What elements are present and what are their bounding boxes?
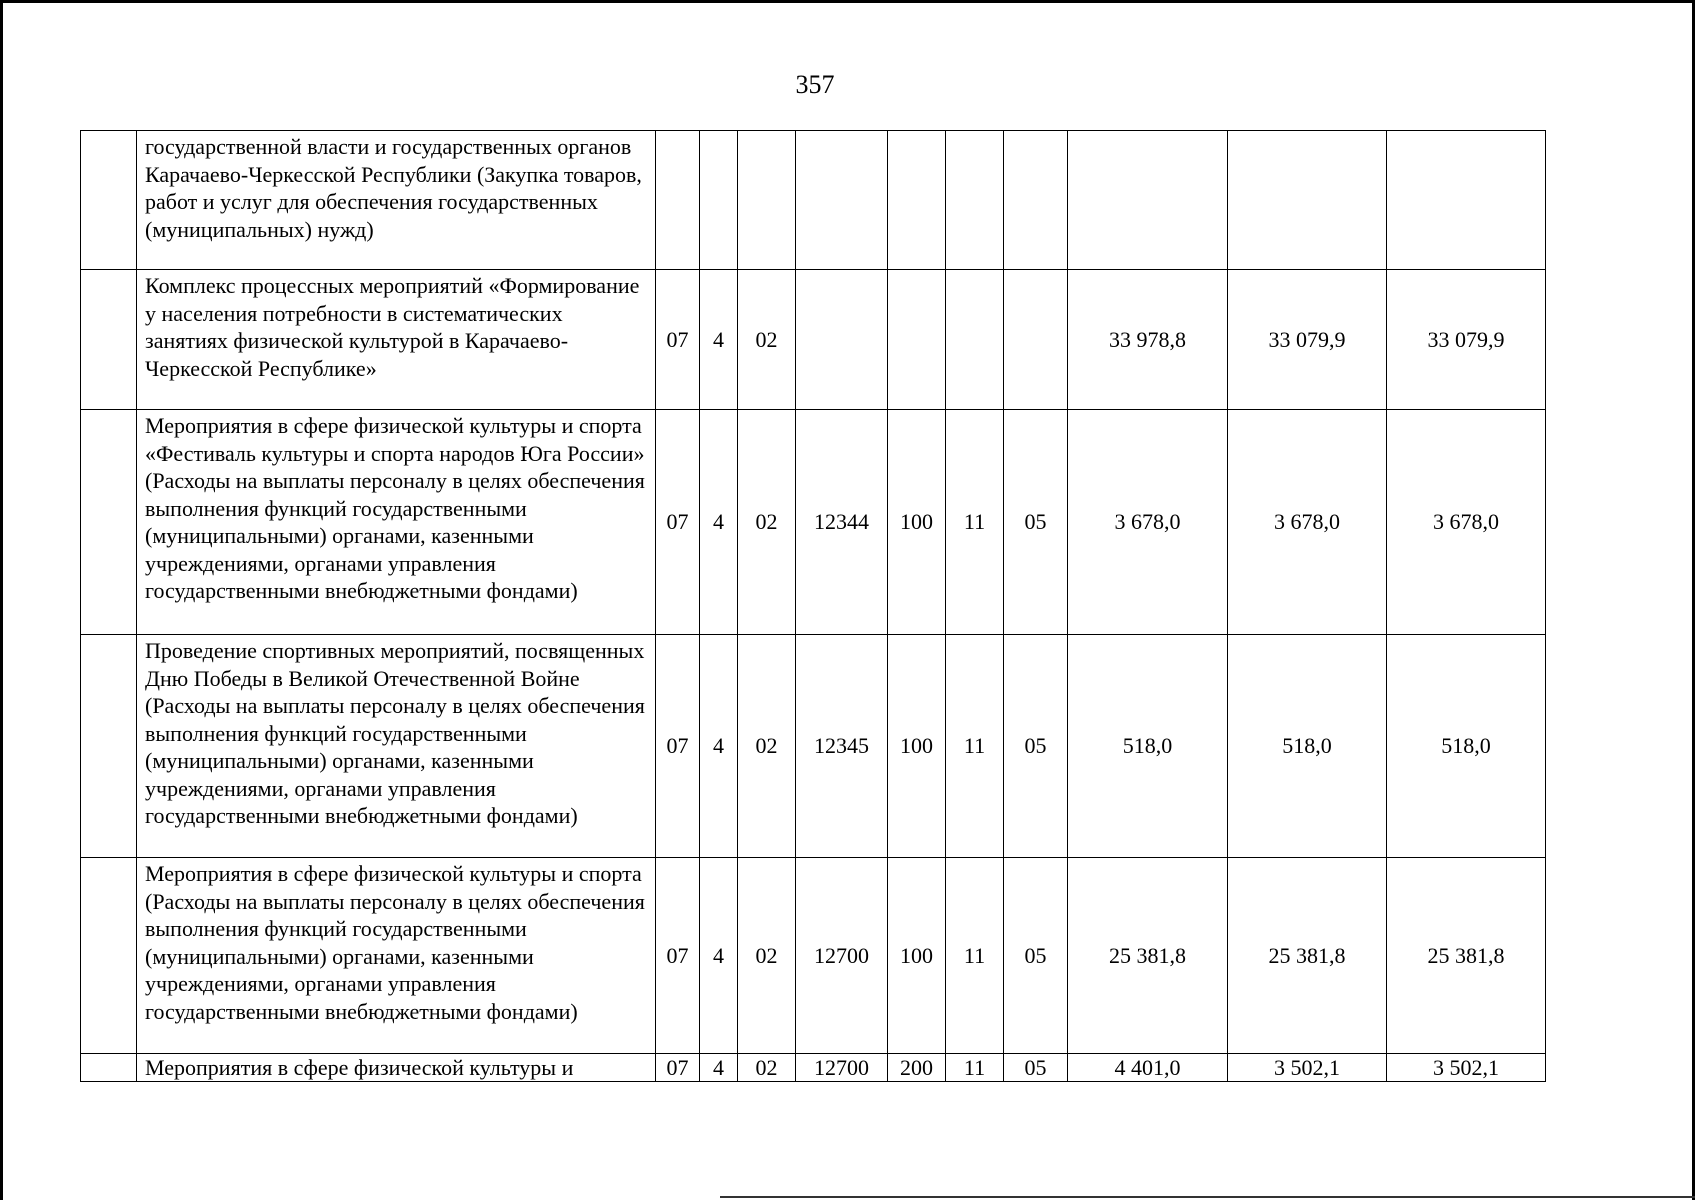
- description-cell: Мероприятия в сфере физической культуры и спорта (Расходы на выплаты персоналу в целях обеспечения выполнения функций государственными (муниципальными) органами, казенными учреждениями, органами управления государственными внебюджетными фондами): [137, 858, 656, 1054]
- section-code-cell: 07: [656, 410, 700, 635]
- amount-year-1-cell: 4 401,0: [1068, 1054, 1228, 1082]
- direction-code-cell: [796, 270, 888, 410]
- expense-type-cell: [888, 270, 946, 410]
- description-cell: Мероприятия в сфере физической культуры и: [137, 1054, 656, 1082]
- row-index-cell: [81, 858, 137, 1054]
- amount-year-3-cell: 25 381,8: [1387, 858, 1546, 1054]
- subsection-cell: [1004, 270, 1068, 410]
- subprogram-code-cell: 02: [738, 1054, 796, 1082]
- section-cell: [946, 270, 1004, 410]
- section-code-cell: 07: [656, 270, 700, 410]
- section-cell: 11: [946, 858, 1004, 1054]
- table-row: [81, 131, 1546, 270]
- direction-code-cell: 12344: [796, 410, 888, 635]
- section-code-cell: 07: [656, 858, 700, 1054]
- expense-type-cell: 100: [888, 858, 946, 1054]
- description-cell: Комплекс процессных мероприятий «Формирование у населения потребности в систематических занятиях физической культурой в Карачаево-Черкесской Республике»: [137, 270, 656, 410]
- program-code-cell: 4: [700, 635, 738, 858]
- amount-year-1-cell: 3 678,0: [1068, 410, 1228, 635]
- program-code-cell: 4: [700, 270, 738, 410]
- expense-type-cell: 100: [888, 635, 946, 858]
- table-row: [81, 858, 1546, 1054]
- section-cell: [946, 131, 1004, 270]
- description-cell: Мероприятия в сфере физической культуры и спорта «Фестиваль культуры и спорта народов Юга России» (Расходы на выплаты персоналу в целях обеспечения выполнения функций государственными (муниципальными) органами, казенными учреждениями, органами управления государственными внебюджетными фондами): [137, 410, 656, 635]
- section-cell: 11: [946, 635, 1004, 858]
- subprogram-code-cell: 02: [738, 410, 796, 635]
- program-code-cell: 4: [700, 858, 738, 1054]
- table-row: [81, 270, 1546, 410]
- subsection-cell: 05: [1004, 858, 1068, 1054]
- section-cell: 11: [946, 410, 1004, 635]
- section-cell: 11: [946, 1054, 1004, 1082]
- bottom-scan-rule: [720, 1196, 1695, 1198]
- row-index-cell: [81, 270, 137, 410]
- direction-code-cell: 12700: [796, 858, 888, 1054]
- direction-code-cell: 12345: [796, 635, 888, 858]
- subsection-cell: 05: [1004, 410, 1068, 635]
- program-code-cell: 4: [700, 1054, 738, 1082]
- table-row: [81, 1054, 1546, 1082]
- amount-year-2-cell: 33 079,9: [1228, 270, 1387, 410]
- amount-year-3-cell: 3 678,0: [1387, 410, 1546, 635]
- row-index-cell: [81, 1054, 137, 1082]
- program-code-cell: [700, 131, 738, 270]
- amount-year-3-cell: 33 079,9: [1387, 270, 1546, 410]
- section-code-cell: [656, 131, 700, 270]
- section-code-cell: 07: [656, 635, 700, 858]
- budget-table: [80, 130, 1546, 1082]
- top-scan-rule: [0, 0, 1695, 3]
- direction-code-cell: [796, 131, 888, 270]
- subprogram-code-cell: 02: [738, 858, 796, 1054]
- amount-year-3-cell: 518,0: [1387, 635, 1546, 858]
- amount-year-2-cell: 518,0: [1228, 635, 1387, 858]
- direction-code-cell: 12700: [796, 1054, 888, 1082]
- amount-year-3-cell: 3 502,1: [1387, 1054, 1546, 1082]
- table-row: [81, 410, 1546, 635]
- amount-year-1-cell: 33 978,8: [1068, 270, 1228, 410]
- amount-year-2-cell: [1228, 131, 1387, 270]
- amount-year-2-cell: 25 381,8: [1228, 858, 1387, 1054]
- subprogram-code-cell: 02: [738, 635, 796, 858]
- amount-year-2-cell: 3 502,1: [1228, 1054, 1387, 1082]
- section-code-cell: 07: [656, 1054, 700, 1082]
- amount-year-1-cell: 518,0: [1068, 635, 1228, 858]
- table-row: [81, 635, 1546, 858]
- subprogram-code-cell: 02: [738, 270, 796, 410]
- amount-year-3-cell: [1387, 131, 1546, 270]
- description-cell: государственной власти и государственных органов Карачаево-Черкесской Республики (Закупка товаров, работ и услуг для обеспечения государственных (муниципальных) нужд): [137, 131, 656, 270]
- subsection-cell: [1004, 131, 1068, 270]
- expense-type-cell: [888, 131, 946, 270]
- amount-year-1-cell: 25 381,8: [1068, 858, 1228, 1054]
- subprogram-code-cell: [738, 131, 796, 270]
- page-number: 357: [795, 70, 835, 99]
- expense-type-cell: 100: [888, 410, 946, 635]
- row-index-cell: [81, 410, 137, 635]
- amount-year-1-cell: [1068, 131, 1228, 270]
- left-scan-edge: [0, 0, 3, 1200]
- row-index-cell: [81, 635, 137, 858]
- program-code-cell: 4: [700, 410, 738, 635]
- subsection-cell: 05: [1004, 635, 1068, 858]
- description-cell: Проведение спортивных мероприятий, посвященных Дню Победы в Великой Отечественной Войне (Расходы на выплаты персоналу в целях обеспечения выполнения функций государственными (муниципальными) органами, казенными учреждениями, органами управления государственными внебюджетными фондами): [137, 635, 656, 858]
- amount-year-2-cell: 3 678,0: [1228, 410, 1387, 635]
- row-index-cell: [81, 131, 137, 270]
- expense-type-cell: 200: [888, 1054, 946, 1082]
- subsection-cell: 05: [1004, 1054, 1068, 1082]
